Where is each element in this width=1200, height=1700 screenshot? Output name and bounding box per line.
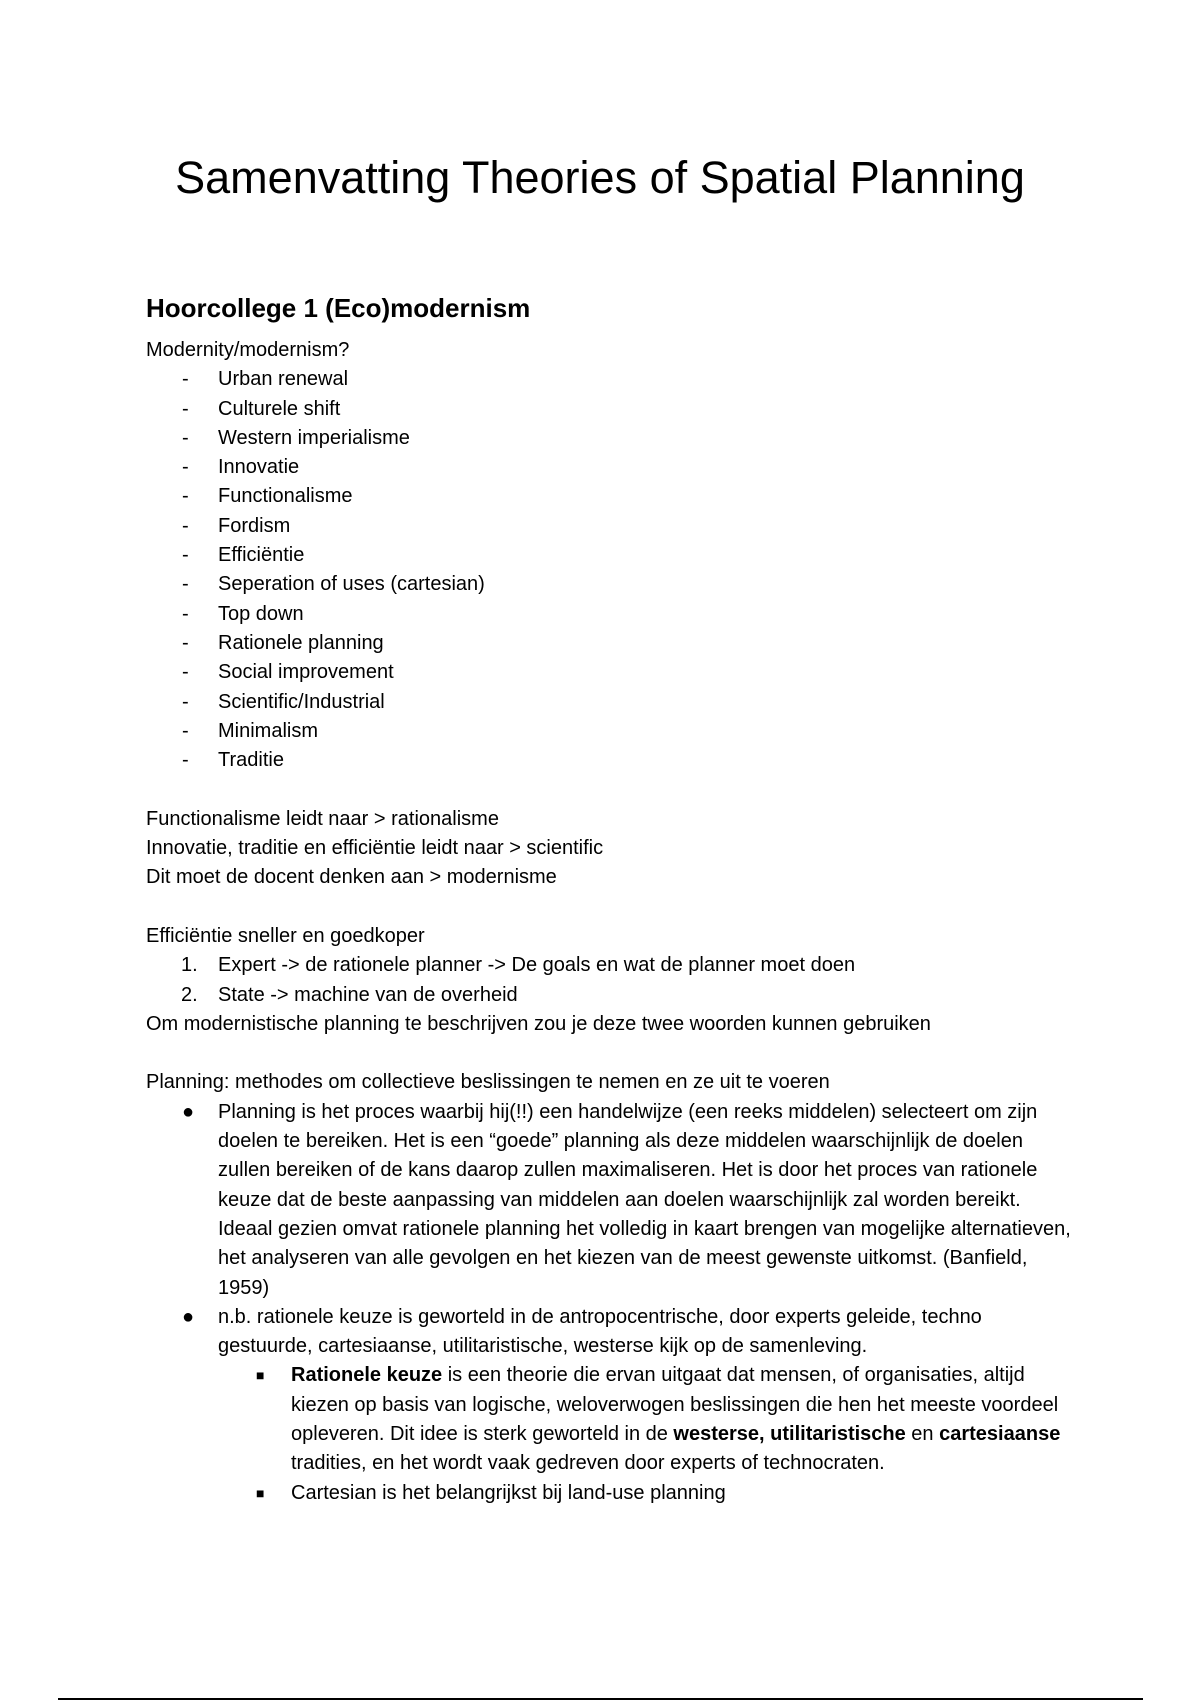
- bullet-item: ● Planning is het proces waarbij hij(!!) een handelwijze (een reeks middelen) selecteert om zijn doelen te bereiken. Het is een “goede” planning als deze middelen waarschijnlijk de doelen zullen bereiken of de kans daarop zullen maximaliseren. Het is door het proces van rationele keuze dat de beste aanpassing van middelen aan doelen waarschijnlijk zal worden bereikt. Ideaal gezien omvat rationele planning het volledig in kaart brengen van mogelijke alternatieven, het analyseren van alle gevolgen en het kiezen van de meest gewenste uitkomst. (Banfield, 1959): [146, 1098, 1076, 1303]
- dash-marker: -: [182, 749, 189, 772]
- dash-marker: -: [182, 544, 189, 567]
- text-line: Dit moet de docent denken aan > modernisme: [146, 866, 557, 889]
- list-item: - Efficiëntie: [146, 541, 1076, 570]
- dash-marker: -: [182, 426, 189, 449]
- dash-marker: -: [182, 719, 189, 742]
- list-item: - Western imperialisme: [146, 424, 1076, 453]
- bullet-item: ● n.b. rationele keuze is geworteld in de antropocentrische, door experts geleide, techno gestuurde, cartesiaanse, utilitaristische, westerse kijk op de samenleving.: [146, 1303, 1076, 1362]
- square-bullet-icon: ■: [256, 1367, 265, 1384]
- list-item: - Traditie: [146, 746, 1076, 775]
- dash-marker: -: [182, 573, 189, 596]
- sub-bullet-item: ■ Rationele keuze is een theorie die ervan uitgaat dat mensen, of organisaties, altijd kiezen op basis van logische, weloverwogen beslissingen die hen het meeste voordeel opleveren. Dit idee is sterk geworteld in de westerse, utilitaristische en cartesiaanse tradities, en het wordt vaak gedreven door experts of technocraten.: [146, 1361, 1076, 1478]
- spacer: [146, 1039, 1076, 1068]
- document-title: Samenvatting Theories of Spatial Planning: [175, 152, 1025, 203]
- bullet-icon: ●: [182, 1100, 195, 1123]
- efficiency-heading: Efficiëntie sneller en goedkoper: [146, 924, 425, 947]
- list-item: - Top down: [146, 600, 1076, 629]
- spacer: [146, 775, 1076, 804]
- section-heading: Hoorcollege 1 (Eco)modernism: [146, 293, 531, 323]
- dash-marker: -: [182, 631, 189, 654]
- list-item: - Seperation of uses (cartesian): [146, 570, 1076, 599]
- list-item: - Minimalism: [146, 717, 1076, 746]
- numbered-item: 2. State -> machine van de overheid: [146, 981, 1076, 1010]
- planning-definition: Planning: methodes om collectieve beslissingen te nemen en ze uit te voeren: [146, 1071, 830, 1094]
- sub-bullet-item: ■ Cartesian is het belangrijkst bij land-use planning: [146, 1479, 1076, 1508]
- intro-question: Modernity/modernism?: [146, 339, 350, 361]
- text-line: Innovatie, traditie en efficiëntie leidt naar > scientific: [146, 837, 604, 860]
- dash-marker: -: [182, 514, 189, 537]
- bullet-icon: ●: [182, 1305, 195, 1328]
- bullet-list: [146, 1098, 1076, 1362]
- list-item: - Urban renewal: [146, 365, 1076, 394]
- spacer: [146, 893, 1076, 922]
- dash-marker: -: [182, 485, 189, 508]
- list-number: 1.: [181, 954, 198, 977]
- dash-marker: -: [182, 397, 189, 420]
- list-item: - Innovatie: [146, 453, 1076, 482]
- list-number: 2.: [181, 983, 198, 1006]
- list-item: - Scientific/Industrial: [146, 688, 1076, 717]
- dash-marker: -: [182, 368, 189, 391]
- list-item: - Fordism: [146, 512, 1076, 541]
- text-line: Functionalisme leidt naar > rationalisme: [146, 807, 499, 830]
- list-item: - Functionalisme: [146, 482, 1076, 511]
- dash-marker: -: [182, 602, 189, 625]
- square-bullet-icon: ■: [256, 1484, 265, 1501]
- list-item: - Rationele planning: [146, 629, 1076, 658]
- dash-list: [146, 365, 1076, 775]
- document-body: [146, 290, 1076, 1508]
- dash-marker: -: [182, 690, 189, 713]
- text-line: Om modernistische planning te beschrijven zou je deze twee woorden kunnen gebruiken: [146, 1012, 931, 1035]
- sub-bullet-list: [146, 1361, 1076, 1507]
- list-item: - Culturele shift: [146, 395, 1076, 424]
- dash-marker: -: [182, 456, 189, 479]
- list-item: - Social improvement: [146, 658, 1076, 687]
- numbered-item: 1. Expert -> de rationele planner -> De goals en wat de planner moet doen: [146, 951, 1076, 980]
- dash-marker: -: [182, 661, 189, 684]
- numbered-list: [146, 951, 1076, 1010]
